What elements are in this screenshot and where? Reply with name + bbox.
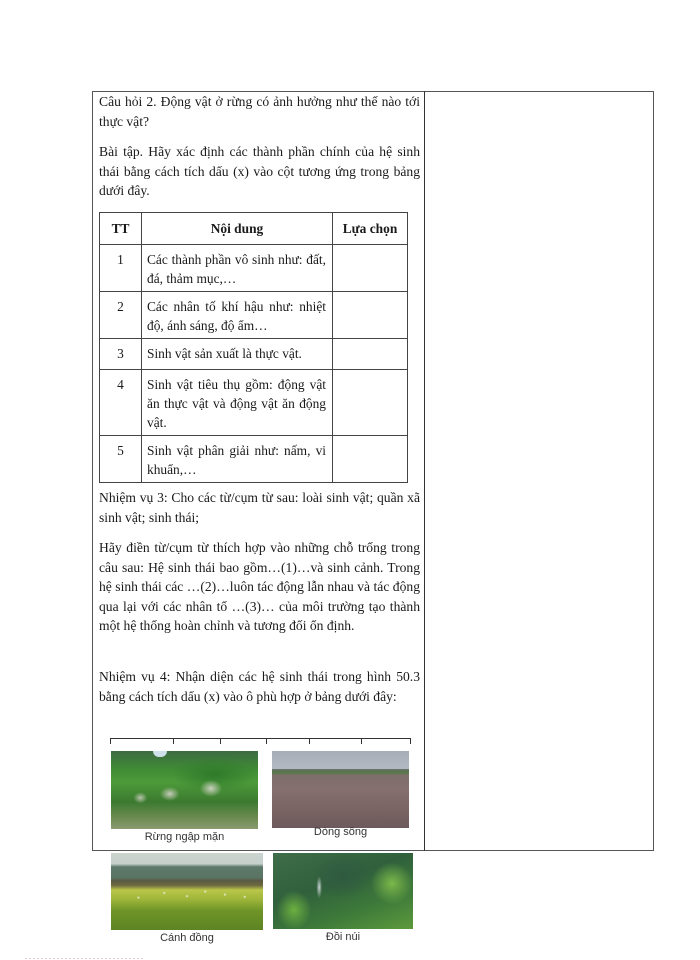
rule-tick [309, 738, 310, 744]
table-row [100, 339, 408, 370]
river-image [272, 751, 409, 828]
rice-field-image [111, 853, 263, 930]
table-row [100, 370, 408, 436]
table-row [100, 436, 408, 483]
caption-hills: Đồi núi [325, 931, 361, 943]
rule-tick [110, 738, 111, 744]
rule-tick [361, 738, 362, 744]
page-footer-rule [25, 958, 145, 959]
row-content: Sinh vật phân giải như: nấm, vi khuẩn,… [147, 443, 326, 477]
row-number: 5 [117, 443, 124, 458]
column-divider [424, 91, 425, 851]
table-row [100, 292, 408, 339]
table-row [100, 245, 408, 292]
rule-tick [220, 738, 221, 744]
header-content: Nội dung [142, 213, 333, 245]
choice-cell[interactable] [333, 245, 408, 292]
table-header-row [100, 213, 408, 245]
mangrove-forest-image [111, 751, 258, 829]
row-number: 1 [117, 252, 124, 267]
row-content: Sinh vật tiêu thụ gồm: động vật ăn thực vật và động vật ăn động vật. [147, 377, 326, 430]
row-number: 3 [117, 346, 124, 361]
exercise-instructions: Bài tập. Hãy xác định các thành phần chính của hệ sinh thái bằng cách tích dấu (x) vào cột tương ứng trong bảng dưới đây. [99, 144, 420, 199]
rule-tick [173, 738, 174, 744]
row-number: 4 [117, 377, 124, 392]
task-3: Nhiệm vụ 3: Cho các từ/cụm từ sau: loài sinh vật; quần xã sinh vật; sinh thái; [99, 490, 420, 525]
choice-cell[interactable] [333, 370, 408, 436]
task-3-fill-in: Hãy điền từ/cụm từ thích hợp vào những chỗ trống trong câu sau: Hệ sinh thái bao gồm…(1)…và sinh cảnh. Trong hệ sinh thái các …(2)…luôn tác động lẫn nhau và tác động qua lại với các nhân tố …(3)… của môi trường tạo thành một hệ thống hoàn chỉnh và tương đối ổn định. [99, 540, 420, 634]
caption-river: Dòng sông [313, 826, 368, 838]
question-2: Câu hỏi 2. Động vật ở rừng có ảnh hưởng như thế nào tới thực vật? [99, 94, 420, 129]
caption-mangrove: Rừng ngập mặn [144, 831, 225, 843]
header-tt: TT [100, 213, 142, 245]
caption-field: Cánh đồng [160, 932, 214, 944]
header-choice: Lựa chọn [333, 213, 408, 245]
row-content: Sinh vật sản xuất là thực vật. [147, 346, 302, 361]
choice-cell[interactable] [333, 436, 408, 483]
rule-tick [410, 738, 411, 744]
row-number: 2 [117, 299, 124, 314]
hills-forest-image [273, 853, 413, 929]
rule-tick [266, 738, 267, 744]
choice-cell[interactable] [333, 292, 408, 339]
table-top-rule [110, 738, 411, 739]
choice-cell[interactable] [333, 339, 408, 370]
task-4: Nhiệm vụ 4: Nhận diện các hệ sinh thái trong hình 50.3 bằng cách tích dấu (x) vào ô phù hợp ở bảng dưới đây: [99, 669, 420, 704]
row-content: Các nhân tố khí hậu như: nhiệt độ, ánh sáng, độ ẩm… [147, 299, 326, 333]
ecosystem-components-table [99, 212, 408, 483]
row-content: Các thành phần vô sinh như: đất, đá, thảm mục,… [147, 252, 326, 286]
